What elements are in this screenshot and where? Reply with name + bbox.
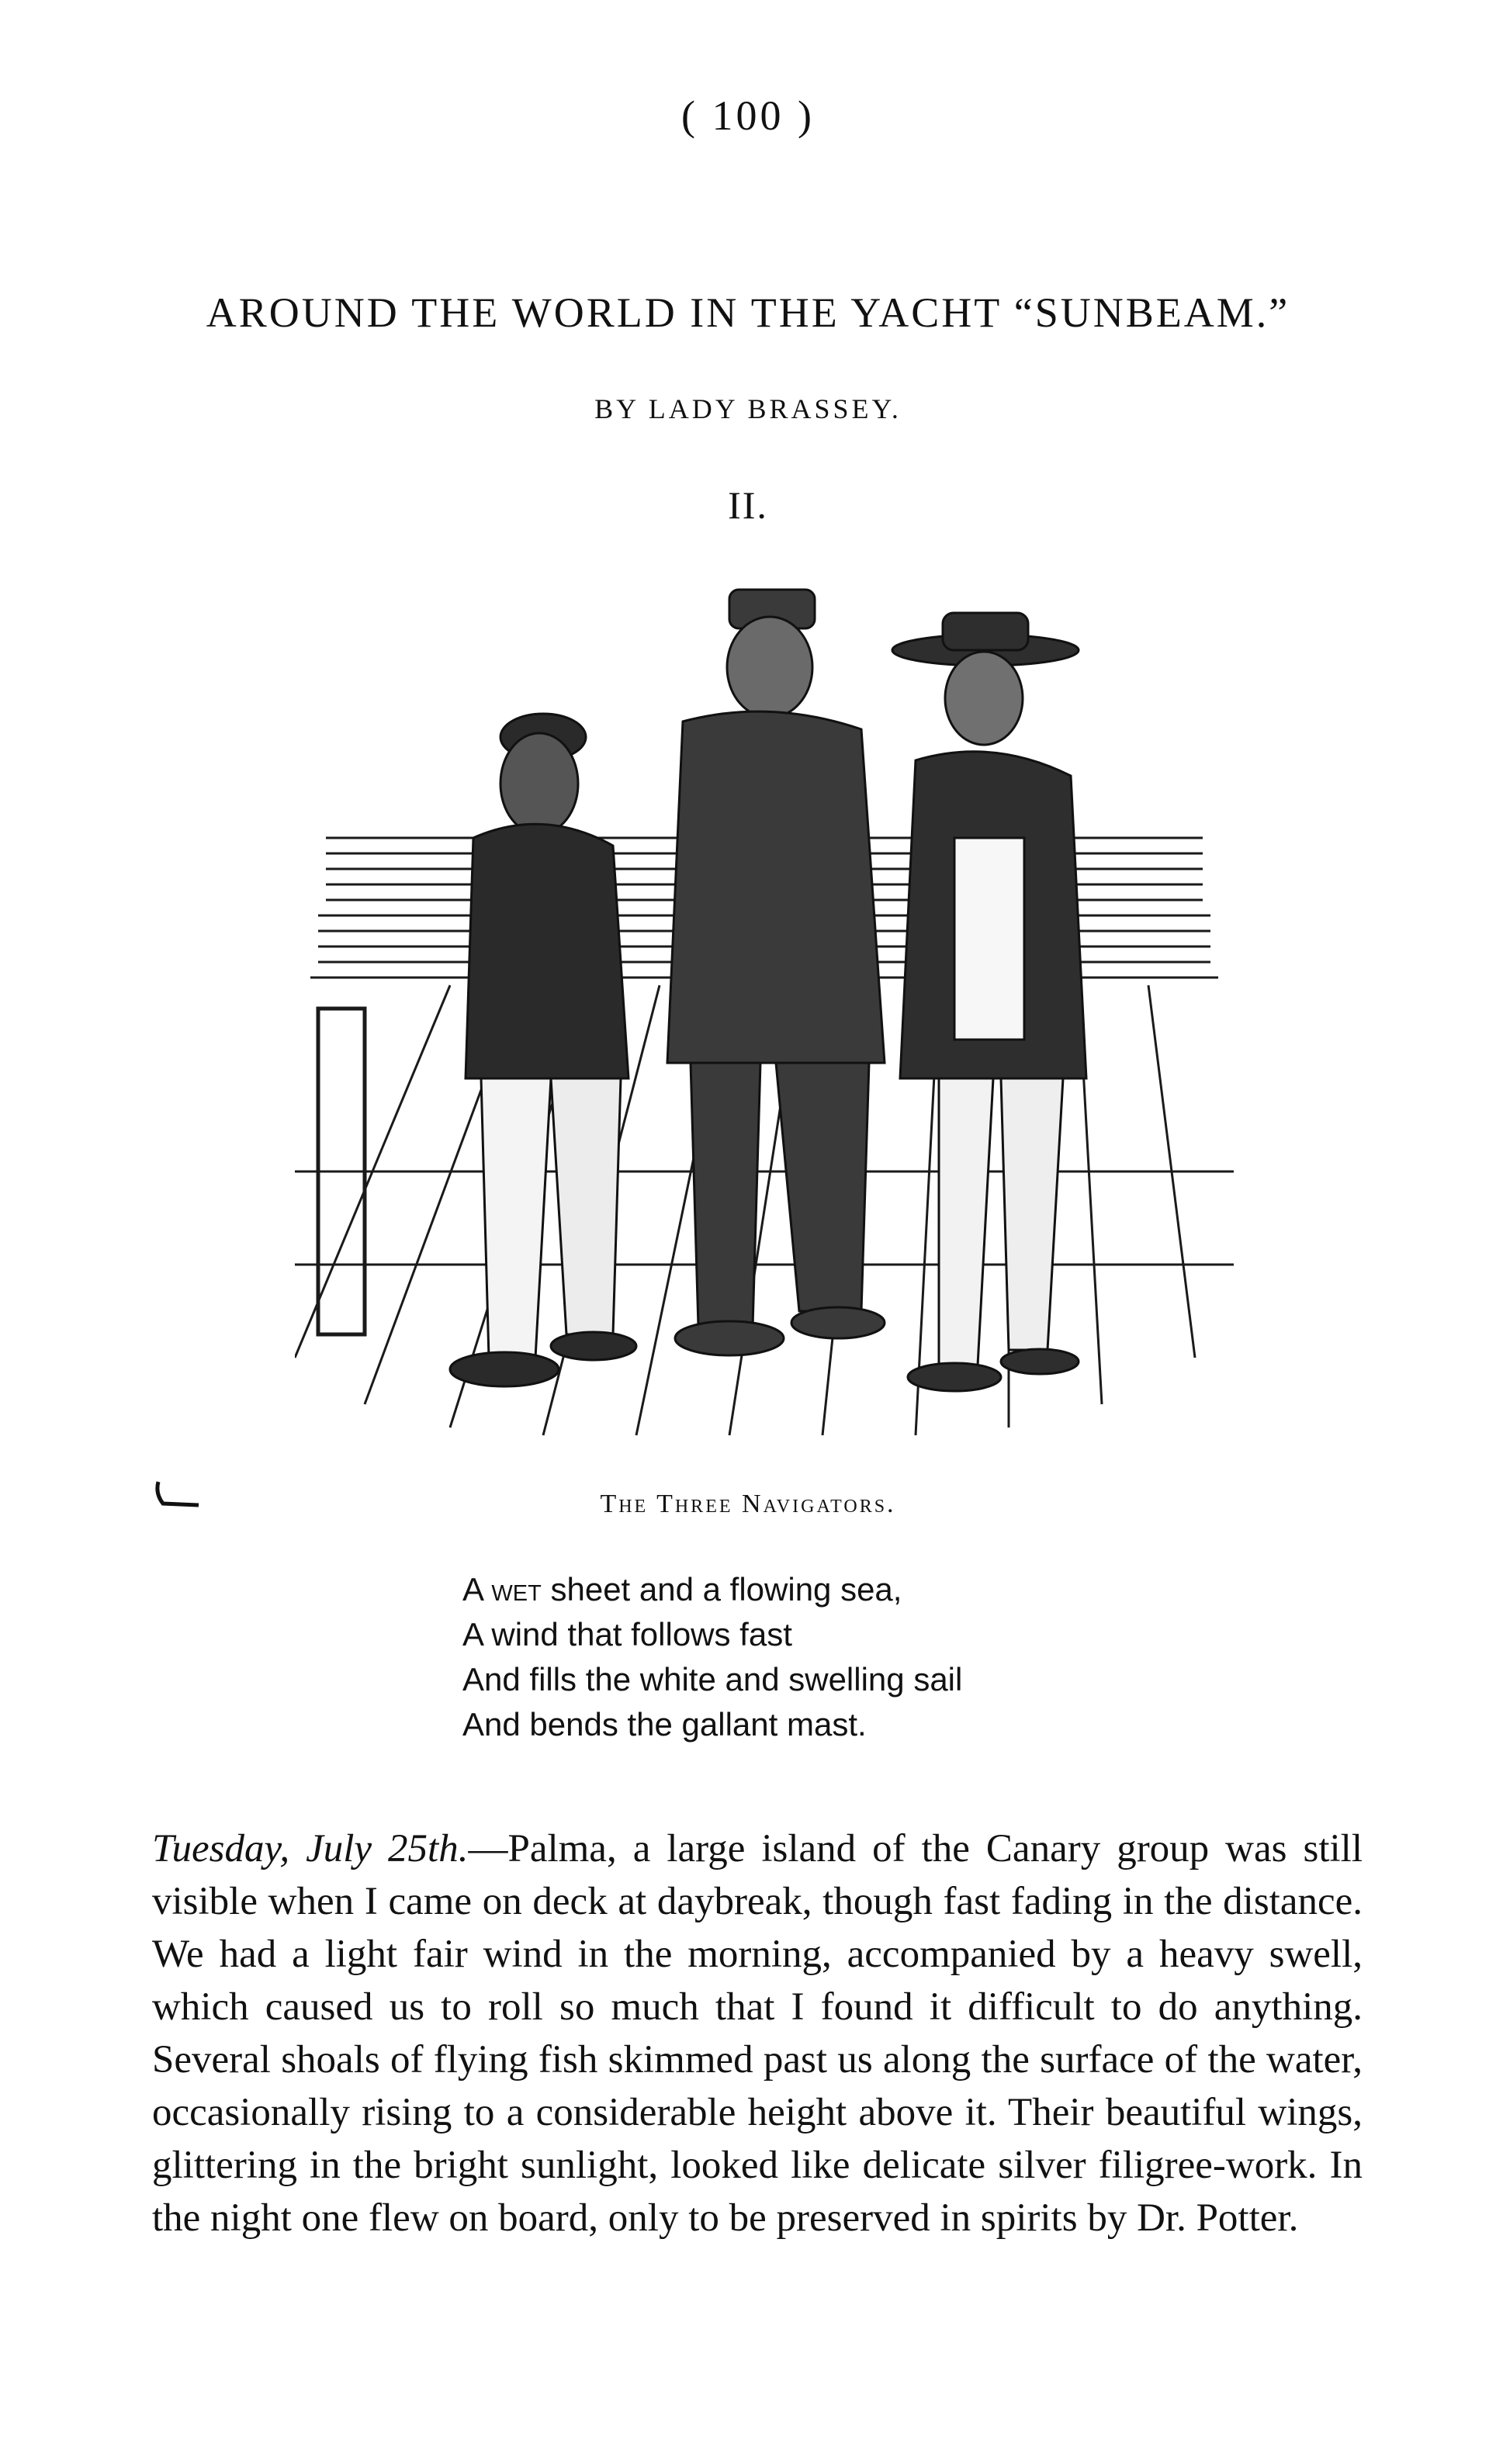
- body-paragraph: [152, 1822, 1363, 2244]
- byline: BY LADY BRASSEY.: [594, 393, 902, 424]
- article-title: AROUND THE WORLD IN THE YACHT “SUNBEAM.”: [206, 289, 1290, 336]
- chapter-numeral: II.: [728, 483, 768, 527]
- poem-line-1: A wet sheet and a flowing sea,: [462, 1571, 902, 1607]
- three-navigators-engraving-icon: [295, 582, 1234, 1443]
- poem-line-3: And fills the white and swelling sail: [462, 1661, 963, 1697]
- poem-line-2: A wind that follows fast: [462, 1616, 792, 1652]
- epigraph-poem: [462, 1567, 962, 1747]
- entry-text: —Palma, a large island of the Canary group was still visible when I came on deck at daybreak, though fast fading in the distance. We had a light fair wind in the morning, accompanied by a heavy swell, which caused us to roll so much that I found it difficult to do anything. Several shoals of flying fish skimmed past us along the surface of the water, occasionally rising to a considerable height above it. Their beautiful wings, glittering in the bright sunlight, looked like delicate silver filigree-work. In the night one flew on board, only to be preserved in spirits by Dr. Potter.: [152, 1827, 1363, 2240]
- page-number: ( 100 ): [681, 92, 815, 139]
- poem-line-4: And bends the gallant mast.: [462, 1706, 867, 1742]
- illustration-caption: The Three Navigators.: [600, 1490, 896, 1518]
- entry-date: Tuesday, July 25th.: [152, 1827, 469, 1870]
